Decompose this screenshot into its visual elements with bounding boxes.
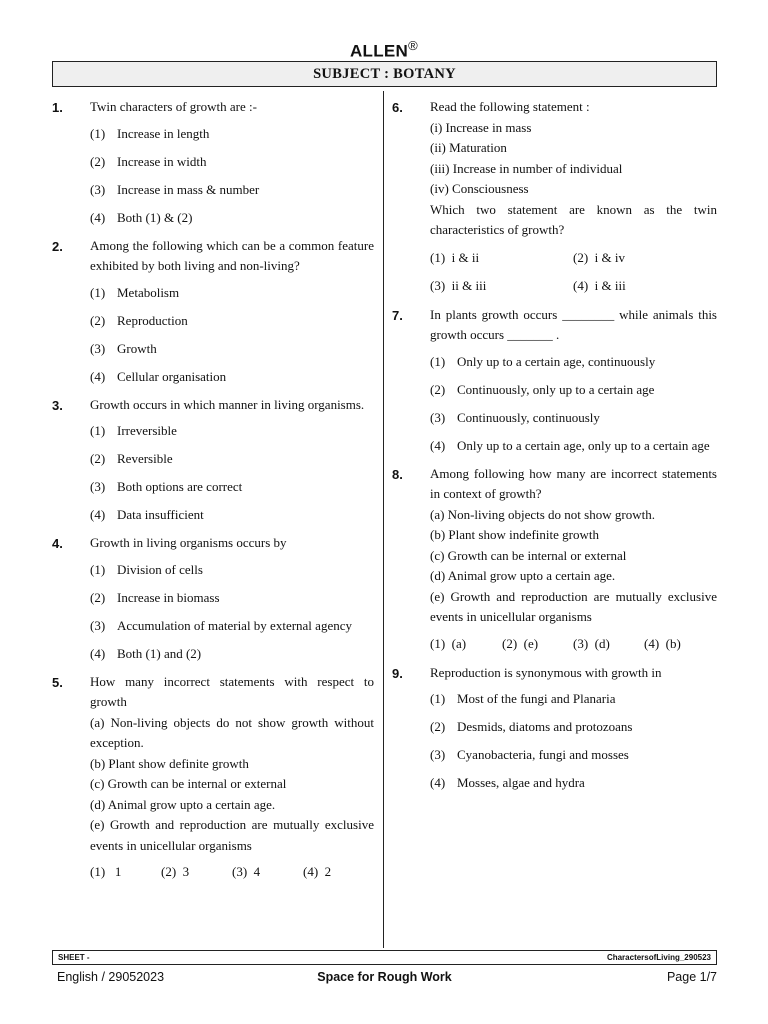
- question-stem: Reproduction is synonymous with growth in: [430, 664, 662, 680]
- statement-c: (c) Growth can be internal or external: [90, 776, 287, 791]
- statement-prompt: Which two statement are known as the twin characteristics of growth?: [430, 201, 717, 237]
- option-3: (3) 4: [232, 864, 261, 879]
- option-2: (2) Increase in biomass: [90, 589, 220, 605]
- question-stem: Among following how many are incorrect statements in context of growth?: [430, 465, 717, 501]
- question-1: [52, 97, 374, 228]
- question-number: 8.: [392, 466, 403, 482]
- options-row: [90, 862, 374, 882]
- option-1: (1) Increase in length: [90, 125, 210, 141]
- question-7: [392, 305, 717, 456]
- statement-iii: (iii) Increase in number of individual: [430, 160, 623, 176]
- option-1: (1) Most of the fungi and Planaria: [430, 691, 616, 706]
- option-1: (1) Irreversible: [90, 423, 177, 438]
- question-stem: Twin characters of growth are :-: [90, 99, 257, 114]
- question-number: 5.: [52, 674, 63, 690]
- question-3: [52, 395, 374, 526]
- question-number: 4.: [52, 536, 63, 551]
- option-4: (4) Cellular organisation: [90, 368, 227, 384]
- page-footer: [52, 970, 717, 986]
- question-number: 6.: [392, 100, 403, 115]
- question-5: [52, 672, 374, 883]
- options-grid: [430, 248, 717, 296]
- question-stem: In plants growth occurs ________ while animals this growth occurs _______ .: [430, 306, 717, 342]
- statement-e: (e) Growth and reproduction are mutually exclusive events in unicellular organisms: [430, 588, 717, 624]
- statement-i: (i) Increase in mass: [430, 119, 532, 135]
- question-stem: Among the following which can be a common feature exhibited by both living and non-living?: [90, 237, 374, 273]
- option-1: (1) Division of cells: [90, 561, 203, 577]
- question-number: 7.: [392, 307, 403, 323]
- statement-a: (a) Non-living objects do not show growth without exception.: [90, 714, 374, 750]
- option-2: (2) (e): [502, 635, 539, 651]
- statement-a: (a) Non-living objects do not show growth.: [430, 506, 655, 522]
- option-1: (1) Only up to a certain age, continuously: [430, 353, 656, 369]
- brand-logo: [0, 38, 768, 62]
- option-1: (1) i & ii: [430, 249, 480, 265]
- column-divider: [383, 91, 384, 948]
- statement-iv: (iv) Consciousness: [430, 181, 529, 196]
- question-6: [392, 97, 717, 296]
- statement-ii: (ii) Maturation: [430, 140, 507, 155]
- option-2: (2) i & iv: [573, 249, 626, 265]
- option-3: (3) Both options are correct: [90, 479, 243, 494]
- question-8: [392, 464, 717, 654]
- subject-banner: SUBJECT : BOTANY: [52, 61, 717, 87]
- question-number: 3.: [52, 397, 63, 413]
- option-3: (3) Growth: [90, 340, 157, 356]
- option-4: (4) i & iii: [573, 277, 626, 293]
- option-3: (3) Continuously, continuously: [430, 409, 600, 425]
- statement-b: (b) Plant show definite growth: [90, 755, 249, 771]
- question-2: [52, 236, 374, 387]
- question-number: 2.: [52, 238, 63, 254]
- question-stem: Growth in living organisms occurs by: [90, 535, 287, 550]
- option-4: (4) Mosses, algae and hydra: [430, 775, 585, 790]
- option-1: (1) 1: [90, 864, 122, 879]
- options-row: [430, 634, 717, 654]
- sheet-code: CharactersofLiving_290523: [606, 953, 711, 962]
- option-2: (2) 3: [161, 864, 190, 879]
- option-4: (4) 2: [303, 864, 332, 879]
- statement-b: (b) Plant show indefinite growth: [430, 527, 599, 542]
- statement-c: (c) Growth can be internal or external: [430, 547, 627, 563]
- brand-name: ALLEN: [349, 41, 409, 61]
- option-4: (4) Only up to a certain age, only up to a certain age: [430, 437, 710, 453]
- question-number: 1.: [52, 100, 63, 115]
- question-stem: Read the following statement :: [430, 99, 590, 114]
- question-stem: Growth occurs in which manner in living organisms.: [90, 396, 365, 412]
- option-3: (3) (d): [573, 635, 610, 651]
- statement-e: (e) Growth and reproduction are mutually exclusive events in unicellular organisms: [90, 817, 374, 853]
- option-3: (3) ii & iii: [430, 277, 487, 293]
- option-2: (2) Desmids, diatoms and protozoans: [430, 719, 633, 734]
- option-4: (4) (b): [644, 635, 681, 651]
- sheet-footer: [52, 950, 717, 965]
- option-4: (4) Both (1) and (2): [90, 645, 202, 661]
- option-3: (3) Accumulation of material by external agency: [90, 617, 352, 633]
- statement-d: (d) Animal grow upto a certain age.: [90, 796, 276, 812]
- option-1: (1) Metabolism: [90, 284, 180, 300]
- sheet-label: SHEET -: [58, 953, 90, 962]
- right-column: [392, 97, 717, 801]
- question-number: 9.: [392, 665, 403, 681]
- language-date: English / 29052023: [57, 970, 165, 984]
- question-9: [392, 663, 717, 794]
- option-3: (3) Increase in mass & number: [90, 181, 260, 197]
- left-column: [52, 97, 374, 891]
- option-2: (2) Continuously, only up to a certain age: [430, 381, 655, 397]
- option-2: (2) Increase in width: [90, 153, 207, 169]
- option-2: (2) Reproduction: [90, 312, 188, 328]
- rough-work-label: Space for Rough Work: [317, 970, 452, 984]
- option-2: (2) Reversible: [90, 451, 173, 466]
- option-4: (4) Data insufficient: [90, 507, 204, 522]
- question-stem: How many incorrect statements with respect to growth: [90, 673, 374, 709]
- page-number: Page 1/7: [666, 970, 717, 984]
- registered-mark: ®: [408, 38, 419, 53]
- option-1: (1) (a): [430, 635, 467, 651]
- option-3: (3) Cyanobacteria, fungi and mosses: [430, 747, 629, 762]
- option-4: (4) Both (1) & (2): [90, 209, 193, 225]
- statement-d: (d) Animal grow upto a certain age.: [430, 568, 616, 583]
- question-4: [52, 533, 374, 664]
